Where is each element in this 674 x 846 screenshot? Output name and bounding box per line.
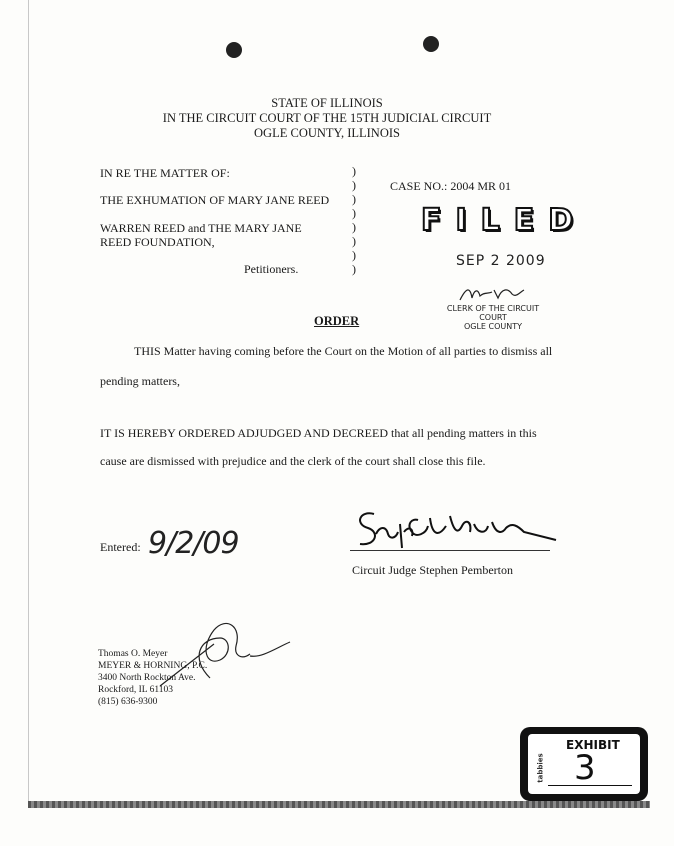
clerk-stamp-line2: OGLE COUNTY <box>463 322 523 331</box>
judge-signature-line <box>350 550 550 551</box>
punch-hole-right <box>423 36 439 52</box>
order-para2-line2: cause are dismissed with prejudice and the clerk of the court shall close this file. <box>100 454 486 468</box>
entered-date-handwritten: 9/2/09 <box>148 526 239 561</box>
exhibit-brand: tabbies <box>536 753 545 783</box>
page-footer-scan-bar <box>28 801 650 808</box>
filed-stamp: FILED <box>421 203 588 238</box>
entered-label: Entered: <box>100 540 141 554</box>
case-number: CASE NO.: 2004 MR 01 <box>390 179 512 193</box>
order-para2-line1: IT IS HEREBY ORDERED ADJUDGED AND DECREED that all pending matters in this <box>100 426 537 440</box>
exhibit-sticker <box>520 727 648 801</box>
header-state: STATE OF ILLINOIS <box>271 96 383 110</box>
attorney-phone: (815) 636-9300 <box>98 697 158 707</box>
attorney-city: Rockford, IL 61103 <box>98 685 174 695</box>
clerk-signature-icon <box>458 284 528 304</box>
header-county: OGLE COUNTY, ILLINOIS <box>254 126 400 140</box>
exhibit-number-line <box>548 785 632 786</box>
exhibit-sticker-face <box>528 734 640 794</box>
order-para1-line1: THIS Matter having coming before the Court on the Motion of all parties to dismiss all <box>134 344 553 358</box>
judge-name: Circuit Judge Stephen Pemberton <box>352 563 513 577</box>
filed-date: SEP 2 2009 <box>456 253 546 269</box>
clerk-stamp <box>432 304 554 331</box>
caption-in-re: IN RE THE MATTER OF: <box>100 166 230 180</box>
caption-matter: THE EXHUMATION OF MARY JANE REED <box>100 193 330 207</box>
order-title: ORDER <box>314 314 360 328</box>
caption-party-2: REED FOUNDATION, <box>100 235 215 249</box>
attorney-address: 3400 North Rockton Ave. <box>98 673 196 683</box>
attorney-block <box>98 648 207 708</box>
caption-party-1: WARREN REED and THE MARY JANE <box>100 221 302 235</box>
exhibit-number: 3 <box>574 748 596 788</box>
clerk-stamp-line1: CLERK OF THE CIRCUIT COURT <box>446 304 540 322</box>
exhibit-label: EXHIBIT <box>566 738 620 752</box>
attorney-name: Thomas O. Meyer <box>98 649 168 659</box>
caption-parentheses: ) ) ) ) ) ) ) ) <box>352 164 356 276</box>
caption-role: Petitioners. <box>244 262 299 276</box>
order-para1-line2: pending matters, <box>100 374 180 388</box>
judge-signature-icon <box>346 504 561 554</box>
header-court: IN THE CIRCUIT COURT OF THE 15TH JUDICIAL CIRCUIT <box>162 111 492 125</box>
punch-hole-left <box>226 42 242 58</box>
attorney-firm: MEYER & HORNING, P.C. <box>98 661 208 671</box>
